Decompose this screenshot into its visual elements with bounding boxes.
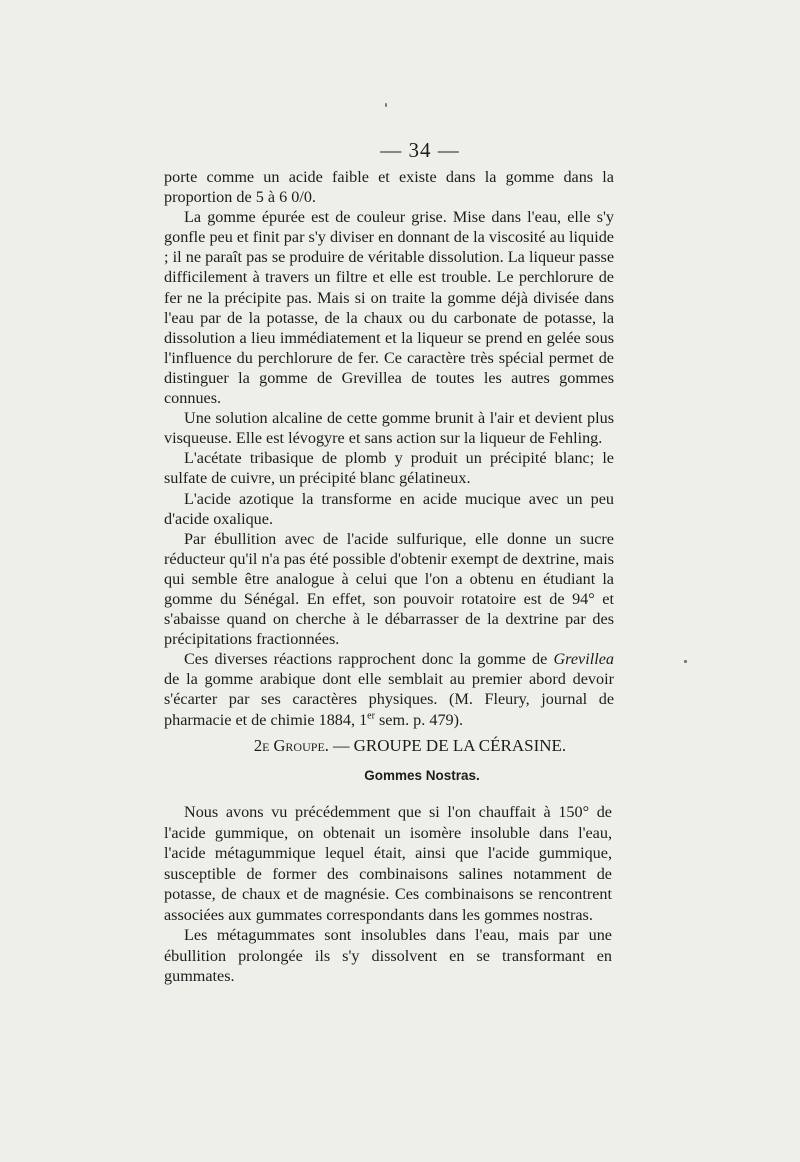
- paragraph: porte comme un acide faible et existe dans la gomme dans la proportion de 5 à 6 0/0.: [164, 168, 614, 207]
- group-title: GROUPE DE LA CÉRASINE.: [353, 736, 567, 755]
- body-text-section-2: [164, 802, 612, 987]
- group-label: 2e Groupe.: [253, 736, 329, 755]
- body-text-section-1: [164, 167, 614, 730]
- ordinal-superscript: er: [367, 710, 375, 722]
- page-number: — 34 —: [380, 138, 460, 162]
- paragraph: L'acétate tribasique de plomb y produit un précipité blanc; le sulfate de cuivre, un précipité blanc gélatineux.: [164, 449, 614, 488]
- paragraph-text: Ces diverses réactions rapprochent donc la gomme de: [184, 650, 548, 669]
- section-heading: [10, 736, 800, 756]
- paragraph-text: de la gomme arabique dont elle semblait au premier abord devoir s'écarter par ses caractères physiques. (M. Fleury, journal de pharmacie et de chimie 1884, 1: [164, 670, 614, 729]
- paragraph: Une solution alcaline de cette gomme brunit à l'air et devient plus visqueuse. Elle est lévogyre et sans action sur la liqueur de Fehling.: [164, 409, 614, 448]
- paragraph: Par ébullition avec de l'acide sulfurique, elle donne un sucre réducteur qu'il n'a pas été possible d'obtenir exempt de dextrine, mais qui semble être analogue à celui que l'on a obtenu en étudiant la gomme du Sénégal. En effet, son pouvoir rotatoire est de 94° et s'abaisse quand on cherche à le débarrasser de la dextrine par des précipitations fractionnées.: [164, 529, 614, 649]
- paragraph: Nous avons vu précédemment que si l'on chauffait à 150° de l'acide gummique, on obtenait un isomère insoluble dans l'eau, l'acide métagummique lequel était, ainsi que l'acide gummique, susceptible de former des combinaisons salines notamment de potasse, de chaux et de magnésie. Ces combinaisons se rencontrent associées aux gummates correspondants dans les gommes nostras.: [164, 803, 612, 924]
- paragraph: [164, 649, 614, 729]
- paragraph: Les métagummates sont insolubles dans l'eau, mais par une ébullition prolongée ils s'y dissolvent en se transformant en gummates.: [164, 926, 612, 985]
- species-name: Grevillea: [553, 650, 614, 669]
- paragraph: L'acide azotique la transforme en acide mucique avec un peu d'acide oxalique.: [164, 489, 614, 528]
- heading-dash: —: [333, 736, 350, 755]
- paper-speck: [684, 660, 687, 663]
- paper-speck: [385, 103, 387, 107]
- paragraph: La gomme épurée est de couleur grise. Mise dans l'eau, elle s'y gonfle peu et finit par s'y diviser en donnant de la viscosité au liquide ; il ne paraît pas se produire de véritable dissolution. La liqueur passe difficilement à travers un filtre et elle est trouble. Le perchlorure de fer ne la précipite pas. Mais si on traite la gomme déjà divisée dans l'eau par de la potasse, de la chaux ou du carbonate de potasse, la dissolution a lieu immédiatement et la liqueur se prend en gelée sous l'influence du perchlorure de fer. Ce caractère très spécial permet de distinguer la gomme de Grevillea de toutes les autres gommes connues.: [164, 208, 614, 408]
- paragraph-text: sem. p. 479).: [379, 710, 464, 729]
- subheading: Gommes Nostras.: [364, 768, 480, 783]
